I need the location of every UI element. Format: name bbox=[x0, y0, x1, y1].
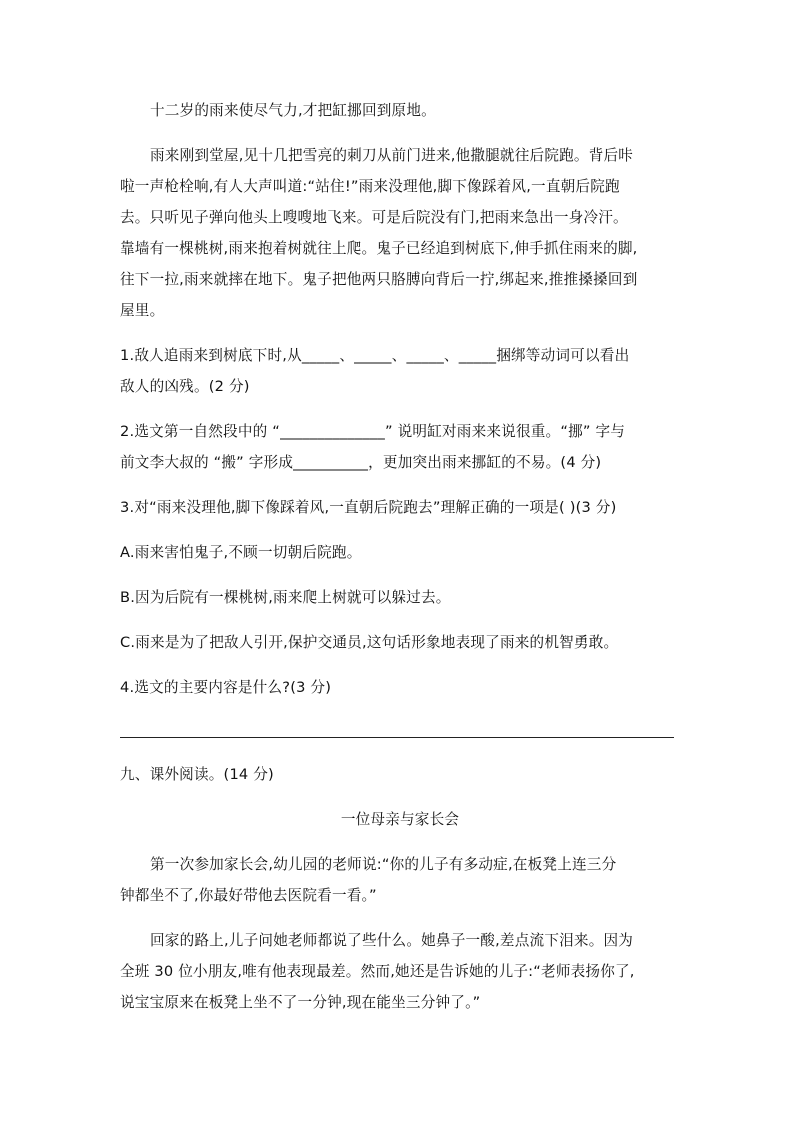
question-4: 4.选文的主要内容是什么?(3 分) bbox=[120, 679, 332, 696]
story-line: 回家的路上,儿子问她老师都说了些什么。她鼻子一酸,差点流下泪来。因为 bbox=[150, 932, 634, 949]
passage-line: 屋里。 bbox=[120, 302, 165, 319]
question-3-option-a: A.雨来害怕鬼子,不顾一切朝后院跑。 bbox=[120, 544, 362, 561]
story-line: 第一次参加家长会,幼儿园的老师说:“你的儿子有多动症,在板凳上连三分 bbox=[150, 856, 617, 873]
story-line: 钟都坐不了,你最好带他去医院看一看。” bbox=[120, 887, 377, 904]
passage-line: 啦一声枪栓响,有人大声叫道:“站住!”雨来没理他,脚下像踩着风,一直朝后院跑 bbox=[120, 178, 620, 195]
passage-line: 靠墙有一棵桃树,雨来抱着树就往上爬。鬼子已经追到树底下,伸手抓住雨来的脚, bbox=[120, 240, 638, 257]
section-heading: 九、课外阅读。(14 分) bbox=[120, 766, 274, 783]
passage-line: 去。只听见子弹向他头上嗖嗖地飞来。可是后院没有门,把雨来急出一身冷汗。 bbox=[120, 209, 628, 226]
passage-line: 雨来刚到堂屋,见十几把雪亮的刺刀从前门进来,他撒腿就往后院跑。背后咔 bbox=[150, 147, 634, 164]
passage-line: 往下一拉,雨来就摔在地下。鬼子把他两只胳膊向背后一拧,绑起来,推推搡搡回到 bbox=[120, 271, 638, 288]
question-2: 2.选文第一自然段中的 “______________” 说明缸对雨来来说很重。“挪” 字与 bbox=[120, 423, 626, 440]
story-line: 说宝宝原来在板凳上坐不了一分钟,现在能坐三分钟了。” bbox=[120, 994, 481, 1011]
question-1: 1.敌人追雨来到树底下时,从_____、_____、_____、_____捆绑等动词可以看出 bbox=[120, 347, 630, 364]
passage-line: 十二岁的雨来使尽气力,才把缸挪回到原地。 bbox=[150, 102, 436, 119]
question-3-option-c: C.雨来是为了把敌人引开,保护交通员,这句话形象地表现了雨来的机智勇敢。 bbox=[120, 634, 619, 651]
question-3: 3.对“雨来没理他,脚下像踩着风,一直朝后院跑去”理解正确的一项是( )(3 分) bbox=[120, 499, 617, 516]
story-line: 全班 30 位小朋友,唯有他表现最差。然而,她还是告诉她的儿子:“老师表扬你了, bbox=[120, 963, 635, 980]
story-title: 一位母亲与家长会 bbox=[340, 811, 460, 828]
answer-line bbox=[120, 737, 674, 738]
question-2-continued: 前文李大叔的 “搬” 字形成__________，更加突出雨来挪缸的不易。(4 分) bbox=[120, 454, 602, 471]
question-1-continued: 敌人的凶残。(2 分) bbox=[120, 378, 250, 395]
question-3-option-b: B.因为后院有一棵桃树,雨来爬上树就可以躲过去。 bbox=[120, 589, 451, 606]
